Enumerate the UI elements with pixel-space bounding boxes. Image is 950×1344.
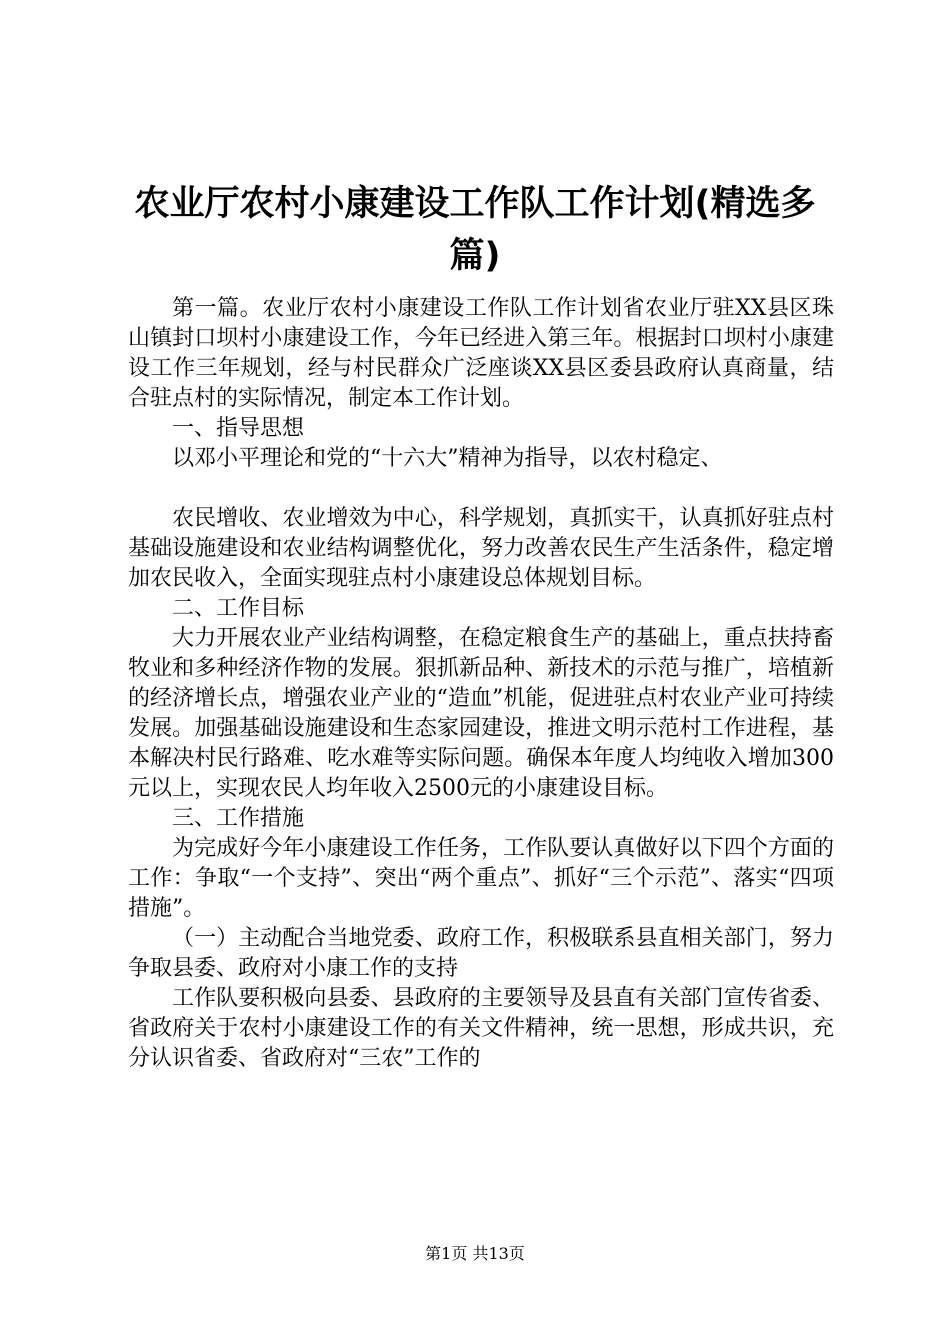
page-footer: 第1页 共13页 <box>425 1244 525 1263</box>
section-heading-work-goals: 二、工作目标 <box>172 596 305 621</box>
paragraph-intro: 第一篇。农业厅农村小康建设工作队工作计划省农业厅驻XX县区珠山镇封口坝村小康建设工作，今年已经进入第三年。根据封口坝村小康建设工作三年规划，经与村民群众广泛座谈XX县区委县政府认真商量，结合驻点村的实际情况，制定本工作计划。 <box>128 296 834 411</box>
document-body <box>128 294 834 1074</box>
subsection-heading-one: （一）主动配合当地党委、政府工作，积极联系县直相关部门，努力争取县委、政府对小康工作的支持 <box>128 926 834 981</box>
paragraph-work-goals: 大力开展农业产业结构调整，在稳定粮食生产的基础上，重点扶持畜牧业和多种经济作物的发展。狠抓新品种、新技术的示范与推广，培植新的经济增长点，增强农业产业的“造血”机能，促进驻点村农业产业可持续发展。加强基础设施建设和生态家园建设，推进文明示范村工作进程，基本解决村民行路难、吃水难等实际问题。确保本年度人均纯收入增加300元以上，实现农民人均年收入2500元的小康建设目标。 <box>128 626 834 801</box>
paragraph-work-measures: 为完成好今年小康建设工作任务，工作队要认真做好以下四个方面的工作：争取“一个支持”、突出“两个重点”、抓好“三个示范”、落实“四项措施”。 <box>128 836 834 921</box>
paragraph-guiding-thought-line: 以邓小平理论和党的“十六大”精神为指导，以农村稳定、 <box>172 446 723 471</box>
paragraph-guiding-thought: 农民增收、农业增效为中心，科学规划，真抓实干，认真抓好驻点村基础设施建设和农业结构调整优化，努力改善农民生产生活条件，稳定增加农民收入，全面实现驻点村小康建设总体规划目标。 <box>128 506 834 591</box>
paragraph-subsection-one: 工作队要积极向县委、县政府的主要领导及县直有关部门宣传省委、省政府关于农村小康建设工作的有关文件精神，统一思想，形成共识，充分认识省委、省政府对“三农”工作的 <box>128 986 834 1071</box>
section-heading-work-measures: 三、工作措施 <box>172 806 305 831</box>
section-heading-guiding-thought: 一、指导思想 <box>172 416 305 441</box>
document-title: 农业厅农村小康建设工作队工作计划(精选多篇) <box>134 184 816 276</box>
page-gap <box>128 474 834 504</box>
